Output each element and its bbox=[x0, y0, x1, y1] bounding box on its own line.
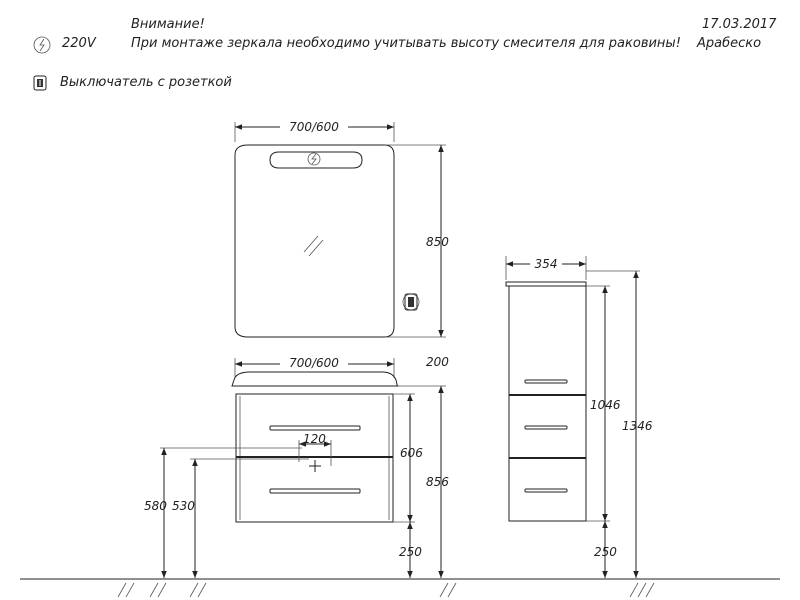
cabinet-height-label: 1046 bbox=[590, 398, 621, 412]
vanity-height-label: 606 bbox=[400, 446, 423, 460]
vanity-total-label: 856 bbox=[426, 475, 449, 489]
vanity-leg-label: 250 bbox=[399, 545, 422, 559]
mirror-switch-icon bbox=[403, 294, 419, 310]
floor bbox=[20, 579, 780, 597]
switch-legend-label: Выключатель с розеткой bbox=[60, 75, 232, 90]
lightning-icon bbox=[34, 37, 50, 53]
cabinet-width-label: 354 bbox=[534, 257, 558, 271]
gap-label: 200 bbox=[426, 355, 449, 369]
date: 17.03.2017 bbox=[702, 17, 777, 32]
vanity-unit bbox=[232, 372, 398, 522]
mirror-light-icon bbox=[308, 153, 320, 165]
series-name: Арабеско bbox=[697, 36, 762, 51]
mirror-width-label: 700/600 bbox=[289, 120, 339, 134]
voltage-label: 220V bbox=[62, 36, 96, 51]
height-530-label: 530 bbox=[172, 499, 195, 513]
faucet-mark bbox=[309, 460, 321, 472]
warning-text: При монтаже зеркала необходимо учитывать высоту смесителя для раковины! bbox=[131, 36, 681, 51]
height-580-label: 580 bbox=[144, 499, 167, 513]
warning-title: Внимание! bbox=[131, 17, 205, 32]
cabinet-total-label: 1346 bbox=[622, 419, 653, 433]
faucet-spacing-label: 120 bbox=[303, 432, 326, 446]
tall-cabinet bbox=[506, 282, 586, 521]
cabinet-leg-label: 250 bbox=[594, 545, 617, 559]
mirror bbox=[235, 145, 419, 337]
vanity-width-label: 700/600 bbox=[289, 356, 339, 370]
switch-socket-icon bbox=[34, 76, 46, 90]
mirror-height-label: 850 bbox=[426, 235, 449, 249]
